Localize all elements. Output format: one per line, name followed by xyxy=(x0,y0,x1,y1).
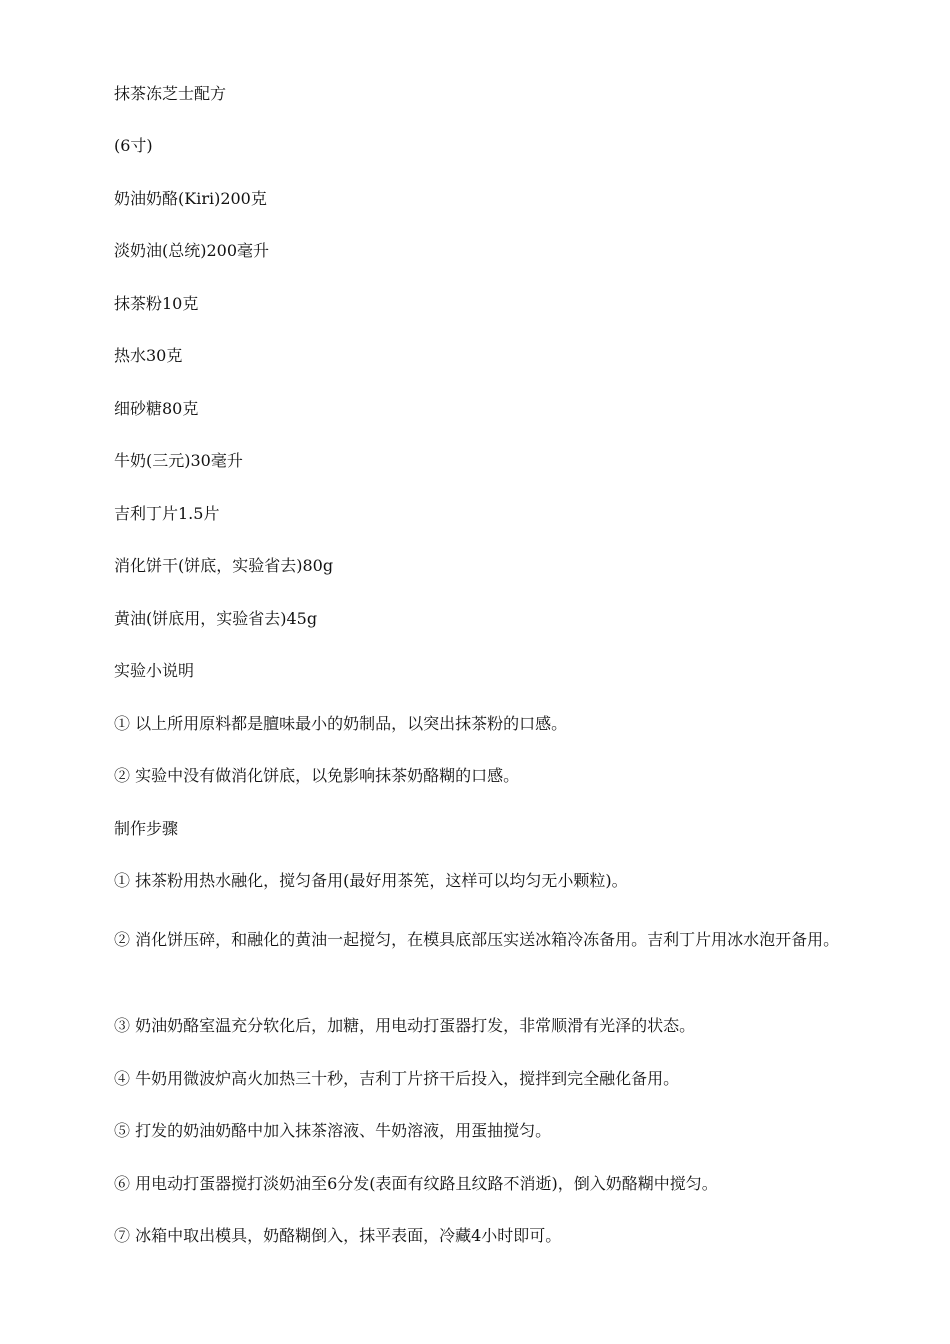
step-item: ⑦ 冰箱中取出模具，奶酪糊倒入，抹平表面，冷藏4小时即可。 xyxy=(114,1226,562,1245)
ingredient-item: 淡奶油(总统)200毫升 xyxy=(114,241,270,260)
step-item: ⑤ 打发的奶油奶酪中加入抹茶溶液、牛奶溶液，用蛋抽搅匀。 xyxy=(114,1121,552,1140)
step-item: ④ 牛奶用微波炉高火加热三十秒，吉利丁片挤干后投入，搅拌到完全融化备用。 xyxy=(114,1069,680,1088)
ingredient-item: 热水30克 xyxy=(114,346,183,365)
ingredient-item: 吉利丁片1.5片 xyxy=(114,504,220,523)
note-item: ① 以上所用原料都是膻味最小的奶制品，以突出抹茶粉的口感。 xyxy=(114,714,568,733)
ingredient-item: 牛奶(三元)30毫升 xyxy=(114,451,243,470)
ingredient-item: 黄油(饼底用，实验省去)45g xyxy=(114,609,318,628)
step-item: ⑥ 用电动打蛋器搅打淡奶油至6分发(表面有纹路且纹路不消逝)，倒入奶酪糊中搅匀。 xyxy=(114,1174,718,1193)
step-item: ① 抹茶粉用热水融化，搅匀备用(最好用茶筅，这样可以均匀无小颗粒)。 xyxy=(114,871,628,890)
ingredient-item: 奶油奶酪(Kiri)200克 xyxy=(114,189,267,208)
ingredient-item: 细砂糖80克 xyxy=(114,399,199,418)
note-item: ② 实验中没有做消化饼底，以免影响抹茶奶酪糊的口感。 xyxy=(114,766,520,785)
notes-heading: 实验小说明 xyxy=(114,661,195,680)
ingredient-item: 消化饼干(饼底，实验省去)80g xyxy=(114,556,334,575)
step-item: ③ 奶油奶酪室温充分软化后，加糖，用电动打蛋器打发，非常顺滑有光泽的状态。 xyxy=(114,1016,696,1035)
steps-heading: 制作步骤 xyxy=(114,819,179,838)
ingredient-item: 抹茶粉10克 xyxy=(114,294,199,313)
recipe-title: 抹茶冻芝士配方 xyxy=(114,84,227,103)
step-item: ② 消化饼压碎，和融化的黄油一起搅匀，在模具底部压实送冰箱冷冻备用。吉利丁片用冰水泡开备用。 xyxy=(114,930,840,949)
recipe-size: (6寸) xyxy=(114,136,153,155)
